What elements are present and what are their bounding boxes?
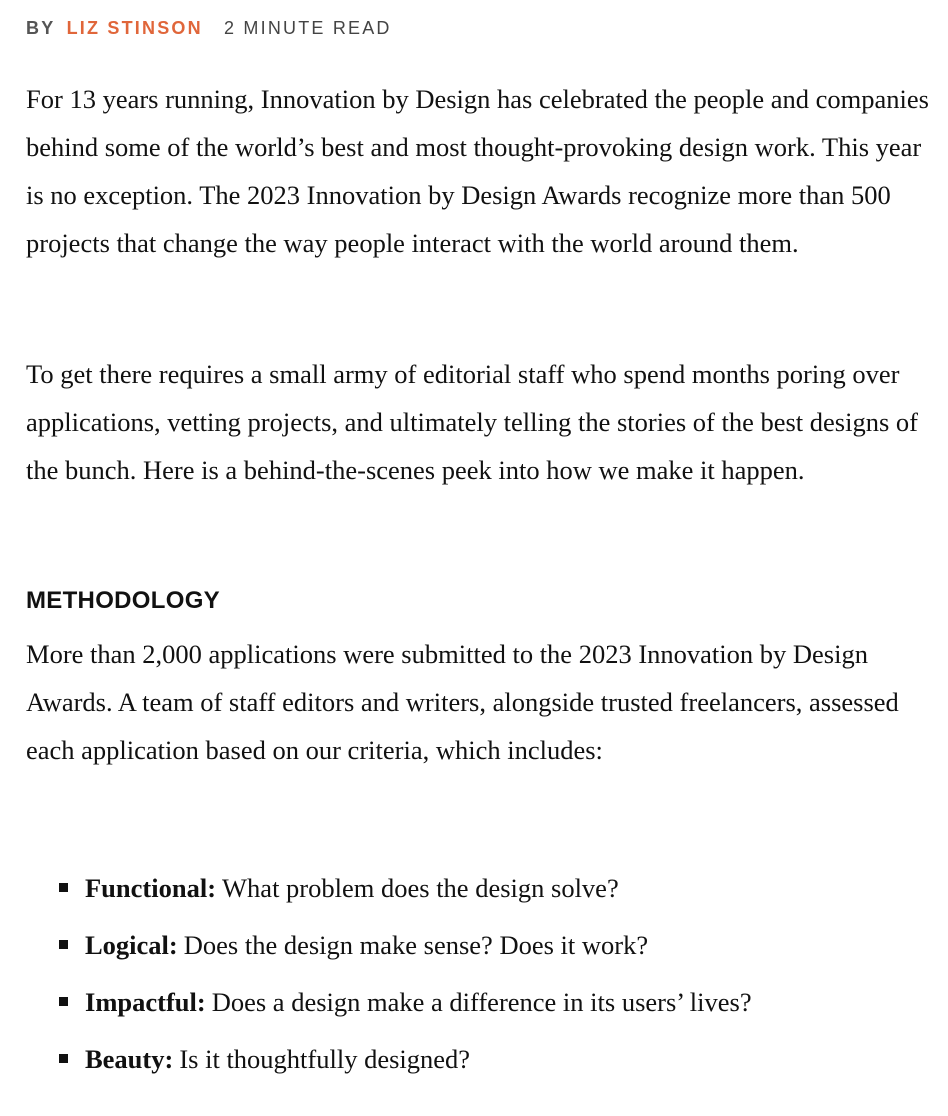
criteria-description: What problem does the design solve? [222, 873, 619, 903]
author-link[interactable]: LIZ STINSON [66, 18, 203, 38]
list-item [26, 976, 752, 1033]
byline [26, 18, 392, 38]
read-time: 2 MINUTE READ [224, 18, 392, 38]
criteria-list [26, 862, 752, 1090]
methodology-paragraph: More than 2,000 applications were submitted to the 2023 Innovation by Design Awards. A team of staff editors and writers, alongside trusted freelancers, assessed each application based on our criteria, which includes: [26, 639, 899, 765]
square-bullet-icon [59, 997, 68, 1006]
byline-prefix: BY [26, 18, 56, 38]
criteria-term: Beauty: [85, 1044, 174, 1074]
criteria-term: Impactful: [85, 987, 206, 1017]
list-item [26, 919, 752, 976]
criteria-description: Does the design make sense? Does it work? [183, 930, 649, 960]
process-paragraph: To get there requires a small army of editorial staff who spend months poring over applications, vetting projects, and ultimately telling the stories of the best designs of the bunch. Here is a behind-the-scenes peek into how we make it happen. [26, 359, 918, 485]
square-bullet-icon [59, 883, 68, 892]
criteria-description: Is it thoughtfully designed? [179, 1044, 471, 1074]
intro-paragraph: For 13 years running, Innovation by Design has celebrated the people and companies behind some of the world’s best and most thought-provoking design work. This year is no exception. The 2023 Innovation by Design Awards recognize more than 500 projects that change the way people interact with the world around them. [26, 84, 929, 258]
criteria-term: Logical: [85, 930, 178, 960]
criteria-term: Functional: [85, 873, 217, 903]
square-bullet-icon [59, 940, 68, 949]
criteria-description: Does a design make a difference in its users’ lives? [211, 987, 752, 1017]
list-item [26, 862, 752, 919]
list-item [26, 1033, 752, 1090]
section-heading-methodology: METHODOLOGY [26, 587, 220, 614]
square-bullet-icon [59, 1054, 68, 1063]
